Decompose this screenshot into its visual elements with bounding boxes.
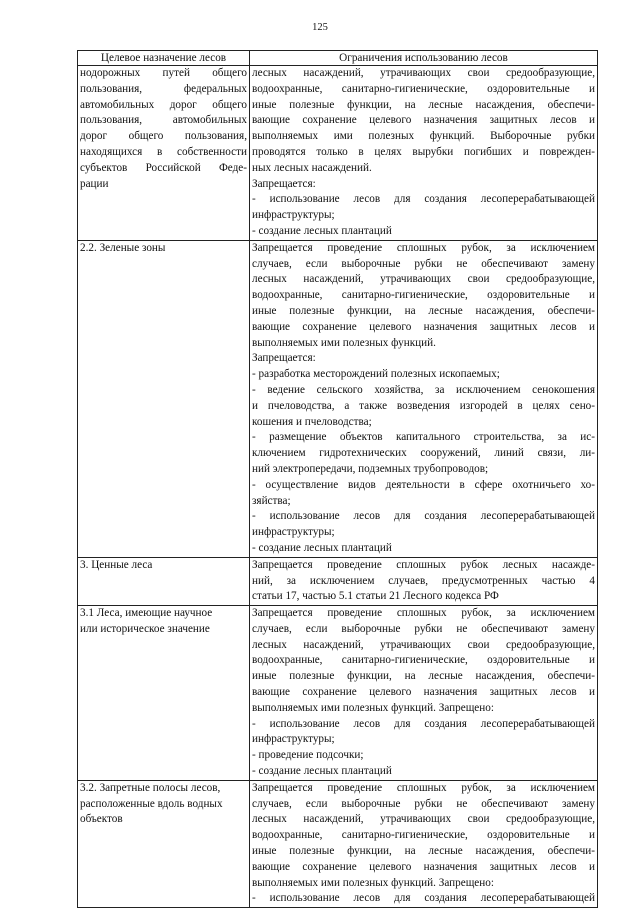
text-line: проводятся только в целях вырубки погибших и поврежден-	[252, 145, 595, 158]
text-line: пользования, автомобильных	[80, 114, 247, 127]
text-line: иные полезные функции, на лесные насаждения, обеспечи-	[252, 845, 595, 858]
text-line: лесных насаждений, утрачивающих свои средообразующие,	[252, 638, 595, 651]
text-line: - создание лесных плантаций	[252, 765, 392, 778]
table-header-row	[78, 51, 598, 66]
text-line: водоохранные, санитарно-гигиенические, оздоровительные и	[252, 82, 595, 95]
text-line: водоохранные, санитарно-гигиенические, оздоровительные и	[252, 829, 595, 842]
text-line: 3. Ценные леса	[80, 558, 153, 571]
text-line: - осуществление видов деятельности в сфере охотничьего хо-	[252, 478, 595, 491]
text-line: Запрещается проведение сплошных рубок, за исключением	[252, 241, 595, 254]
text-line: пользования, федеральных	[80, 82, 247, 95]
text-line: - использование лесов для создания лесоперерабатывающей	[252, 892, 595, 905]
text-line: Запрещается:	[252, 352, 316, 365]
forest-purpose-cell	[78, 66, 250, 241]
text-line: дорог общего пользования,	[80, 130, 247, 143]
text-line: - разработка месторождений полезных ископаемых;	[252, 368, 500, 381]
text-line: вающие сохранение целевого назначения защитных лесов и	[252, 114, 595, 127]
table-row	[78, 557, 598, 605]
text-line: инфраструктуры;	[252, 733, 335, 746]
forest-purpose-cell	[78, 606, 250, 781]
restrictions-cell	[250, 240, 598, 557]
text-line: иные полезные функции, на лесные насаждения, обеспечи-	[252, 670, 595, 683]
restrictions-cell	[250, 780, 598, 907]
text-line: ключением гидротехнических сооружений, линий связи, ли-	[252, 447, 595, 460]
restrictions-cell	[250, 557, 598, 605]
text-line: ний электропередачи, подземных трубопроводов;	[252, 462, 489, 475]
text-line: - проведение подсочки;	[252, 749, 364, 762]
page-number: 125	[312, 22, 328, 33]
text-line: вающие сохранение целевого назначения защитных лесов и	[252, 320, 595, 333]
text-line: зяйства;	[252, 494, 291, 507]
text-line: статьи 17, частью 5.1 статьи 21 Лесного кодекса РФ	[252, 590, 499, 603]
column-header-restrictions: Ограничения использованию лесов	[250, 51, 598, 66]
restrictions-table	[77, 50, 598, 908]
text-line: 3.2. Запретные полосы лесов,	[80, 781, 221, 794]
text-line: - создание лесных плантаций	[252, 541, 392, 554]
column-header-purpose: Целевое назначение лесов	[78, 51, 250, 66]
text-line: находящихся в собственности	[80, 145, 247, 158]
text-line: субъектов Российской Феде-	[80, 161, 247, 174]
text-line: - ведение сельского хозяйства, за исключением сенокошения	[252, 383, 595, 396]
text-line: и пчеловодства, а также возведения изгородей в целях сено-	[252, 399, 595, 412]
forest-purpose-cell	[78, 780, 250, 907]
forest-purpose-cell	[78, 557, 250, 605]
table-body	[78, 66, 598, 908]
text-line: Запрещается проведение сплошных рубок лесных насажде-	[252, 558, 595, 571]
text-line: Запрещается:	[252, 177, 316, 190]
table-row	[78, 240, 598, 557]
restrictions-cell	[250, 66, 598, 241]
text-line: ных лесных насаждений.	[252, 161, 372, 174]
text-line: Запрещается проведение сплошных рубок, за исключением	[252, 781, 595, 794]
text-line: иные полезные функции, на лесные насаждения, обеспечи-	[252, 98, 595, 111]
text-line: лесных насаждений, утрачивающих свои средообразующие,	[252, 273, 595, 286]
text-line: вающие сохранение целевого назначения защитных лесов и	[252, 860, 595, 873]
text-line: нодорожных путей общего	[80, 67, 247, 79]
text-line: ний, за исключением случаев, предусмотренных частью 4	[252, 574, 595, 587]
text-line: Запрещается проведение сплошных рубок, за исключением	[252, 607, 595, 620]
text-line: случаев, если выборочные рубки не обеспечивают замену	[252, 257, 595, 270]
text-line: иные полезные функции, на лесные насаждения, обеспечи-	[252, 304, 595, 317]
text-line: выполняемых ими полезных функций.	[252, 336, 436, 349]
table-row	[78, 606, 598, 781]
text-line: объектов	[80, 813, 123, 826]
table-row	[78, 66, 598, 241]
text-line: - использование лесов для создания лесоперерабатывающей	[252, 193, 595, 206]
text-line: лесных насаждений, утрачивающих свои средообразующие,	[252, 67, 595, 79]
text-line: - использование лесов для создания лесоперерабатывающей	[252, 510, 595, 523]
text-line: автомобильных дорог общего	[80, 98, 247, 111]
text-line: рации	[80, 177, 109, 190]
text-line: выполняемых ими полезных функций. Запрещено:	[252, 876, 494, 889]
text-line: выполняемых ими полезных функций. Выборочные рубки	[252, 130, 595, 143]
text-line: вающие сохранение целевого назначения защитных лесов и	[252, 686, 595, 699]
text-line: кошения и пчеловодства;	[252, 415, 372, 428]
text-line: - создание лесных плантаций	[252, 224, 392, 237]
text-line: 2.2. Зеленые зоны	[80, 241, 166, 254]
text-line: или историческое значение	[80, 622, 210, 635]
text-line: выполняемых ими полезных функций. Запрещено:	[252, 701, 494, 714]
text-line: расположенные вдоль водных	[80, 797, 223, 810]
forest-purpose-cell	[78, 240, 250, 557]
text-line: инфраструктуры;	[252, 526, 335, 539]
text-line: лесных насаждений, утрачивающих свои средообразующие,	[252, 813, 595, 826]
text-line: 3.1 Леса, имеющие научное	[80, 607, 213, 620]
table-row	[78, 780, 598, 907]
text-line: - использование лесов для создания лесоперерабатывающей	[252, 717, 595, 730]
text-line: инфраструктуры;	[252, 209, 335, 222]
text-line: - размещение объектов капитального строительства, за ис-	[252, 431, 595, 444]
text-line: случаев, если выборочные рубки не обеспечивают замену	[252, 797, 595, 810]
text-line: случаев, если выборочные рубки не обеспечивают замену	[252, 622, 595, 635]
text-line: водоохранные, санитарно-гигиенические, оздоровительные и	[252, 654, 595, 667]
restrictions-cell	[250, 606, 598, 781]
text-line: водоохранные, санитарно-гигиенические, оздоровительные и	[252, 289, 595, 302]
